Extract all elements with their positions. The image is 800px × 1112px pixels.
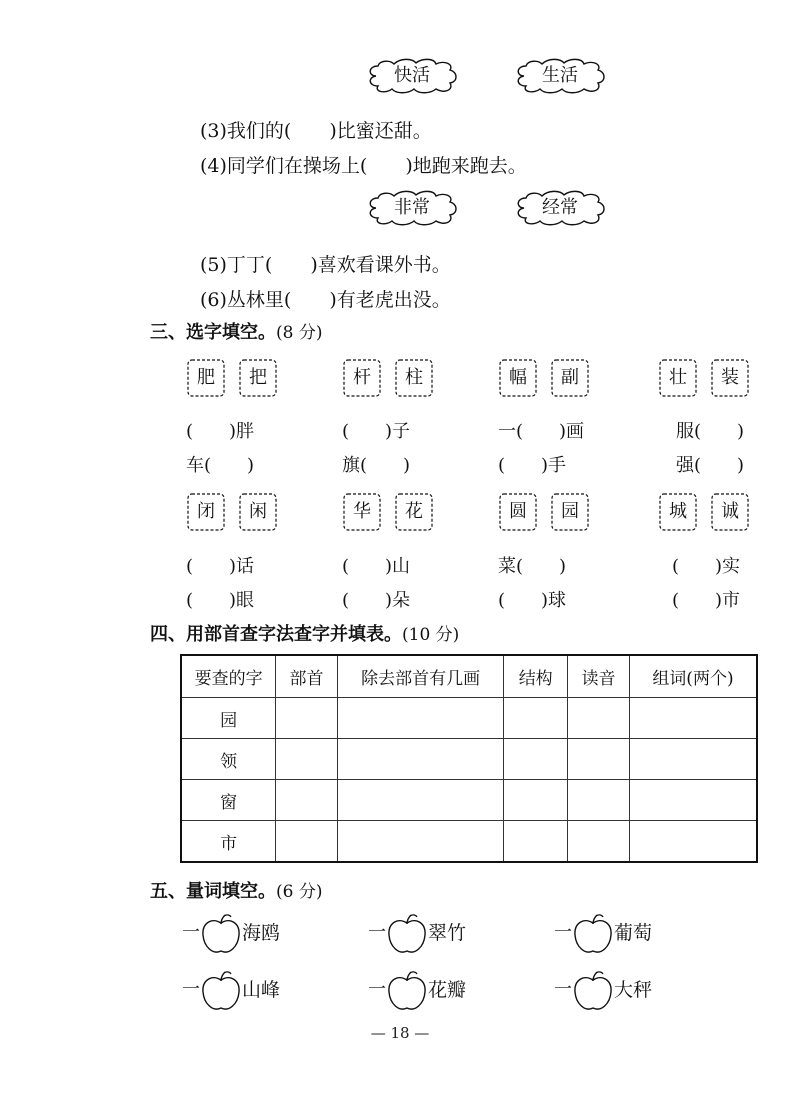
measure-word-noun: 翠竹 — [428, 922, 467, 944]
char-box-label: 城 — [669, 501, 687, 522]
dash-prefix: 一 — [182, 922, 200, 943]
table-row — [181, 698, 757, 739]
table-cell-char: 市 — [181, 821, 276, 863]
section-title-text: 三、选字填空。 — [150, 322, 276, 343]
char-box-label: 闲 — [249, 501, 267, 522]
fill-blank: ( )话 — [186, 556, 255, 577]
measure-word-noun: 大秤 — [614, 979, 653, 1001]
char-box-label: 肥 — [197, 367, 215, 388]
char-box-label: 壮 — [669, 367, 687, 388]
char-box — [186, 492, 226, 532]
fill-blank: ( )实 — [672, 556, 741, 577]
measure-word-noun: 山峰 — [242, 979, 281, 1001]
table-cell-char: 领 — [181, 739, 276, 780]
sentence-5: (5)丁丁( )喜欢看课外书。 — [200, 254, 451, 276]
fill-blank: ( )眼 — [186, 590, 255, 611]
table-cell[interactable] — [337, 698, 503, 739]
char-box-label: 装 — [721, 367, 739, 388]
table-cell[interactable] — [337, 821, 503, 863]
char-box-label: 园 — [561, 501, 579, 522]
table-cell[interactable] — [629, 698, 757, 739]
table-cell[interactable] — [629, 821, 757, 863]
apple-icon — [386, 913, 428, 955]
section-4-title — [150, 620, 459, 646]
sentence-6: (6)丛林里( )有老虎出没。 — [200, 289, 451, 311]
dash-prefix: 一 — [554, 979, 572, 1000]
sentence-3: (3)我们的( )比蜜还甜。 — [200, 120, 432, 142]
char-box — [658, 358, 698, 398]
section-title-text: 五、量词填空。 — [150, 881, 276, 902]
table-cell[interactable] — [276, 739, 338, 780]
char-box-label: 把 — [249, 367, 267, 388]
char-box-label: 副 — [561, 367, 579, 388]
table-cell[interactable] — [504, 821, 568, 863]
char-box — [238, 492, 278, 532]
apple-icon — [572, 913, 614, 955]
table-header: 读音 — [568, 655, 630, 698]
word-cloud-label: 非常 — [394, 197, 430, 218]
table-cell-char: 园 — [181, 698, 276, 739]
section-score: (6 分) — [276, 882, 323, 902]
sentence-4: (4)同学们在操场上( )地跑来跑去。 — [200, 155, 527, 177]
table-cell-char: 窗 — [181, 780, 276, 821]
char-box — [710, 358, 750, 398]
measure-word-noun: 海鸥 — [242, 922, 281, 944]
table-cell[interactable] — [276, 698, 338, 739]
radical-table — [180, 654, 758, 863]
table-cell[interactable] — [276, 821, 338, 863]
table-row — [181, 821, 757, 863]
char-box — [238, 358, 278, 398]
fill-blank: 服( ) — [676, 421, 745, 442]
section-score: (10 分) — [402, 625, 460, 645]
char-box — [394, 492, 434, 532]
char-box-label: 诚 — [721, 501, 739, 522]
char-box — [498, 358, 538, 398]
table-cell[interactable] — [276, 780, 338, 821]
table-header: 结构 — [504, 655, 568, 698]
measure-word-item — [554, 970, 694, 1010]
table-header: 组词(两个) — [629, 655, 757, 698]
table-header: 除去部首有几画 — [337, 655, 503, 698]
fill-blank: 强( ) — [676, 455, 745, 476]
measure-word-item — [182, 913, 322, 953]
measure-word-noun: 花瓣 — [428, 979, 467, 1001]
char-box — [342, 358, 382, 398]
table-cell[interactable] — [504, 739, 568, 780]
char-box-label: 闭 — [197, 501, 215, 522]
section-3-title — [150, 318, 322, 344]
char-box-label: 杆 — [353, 367, 371, 388]
measure-word-item — [182, 970, 322, 1010]
char-box — [394, 358, 434, 398]
fill-blank: ( )手 — [498, 455, 567, 476]
fill-blank: ( )胖 — [186, 421, 255, 442]
table-cell[interactable] — [568, 739, 630, 780]
table-cell[interactable] — [629, 739, 757, 780]
char-box — [658, 492, 698, 532]
table-row — [181, 780, 757, 821]
dash-prefix: 一 — [368, 922, 386, 943]
fill-blank: ( )朵 — [342, 590, 411, 611]
char-box-label: 圆 — [509, 501, 527, 522]
measure-word-item — [368, 913, 508, 953]
word-cloud — [514, 190, 606, 226]
dash-prefix: 一 — [368, 979, 386, 1000]
table-cell[interactable] — [337, 780, 503, 821]
measure-word-noun: 葡萄 — [614, 922, 653, 944]
page-number: — 18 — — [370, 1024, 430, 1042]
char-box — [186, 358, 226, 398]
measure-word-item — [554, 913, 694, 953]
word-cloud — [366, 190, 458, 226]
fill-blank: 车( ) — [186, 455, 255, 476]
fill-blank: ( )球 — [498, 590, 567, 611]
char-box — [498, 492, 538, 532]
char-box-label: 幅 — [509, 367, 527, 388]
word-cloud-label: 快活 — [394, 65, 430, 86]
apple-icon — [200, 970, 242, 1012]
table-header-row — [181, 655, 757, 698]
char-box — [550, 358, 590, 398]
char-box-label: 花 — [405, 501, 423, 522]
table-cell[interactable] — [504, 698, 568, 739]
fill-blank: 一( )画 — [498, 421, 585, 442]
table-row — [181, 739, 757, 780]
dash-prefix: 一 — [182, 979, 200, 1000]
fill-blank: 旗( ) — [342, 455, 411, 476]
fill-blank: ( )市 — [672, 590, 741, 611]
table-cell[interactable] — [337, 739, 503, 780]
word-cloud-label: 生活 — [542, 65, 578, 86]
table-cell[interactable] — [629, 780, 757, 821]
table-header: 要查的字 — [181, 655, 276, 698]
apple-icon — [200, 913, 242, 955]
fill-blank: 菜( ) — [498, 556, 567, 577]
dash-prefix: 一 — [554, 922, 572, 943]
section-score: (8 分) — [276, 323, 323, 343]
char-box-label: 柱 — [405, 367, 423, 388]
section-title-text: 四、用部首查字法查字并填表。 — [150, 624, 402, 645]
fill-blank: ( )子 — [342, 421, 411, 442]
table-cell[interactable] — [568, 780, 630, 821]
word-cloud — [514, 58, 606, 94]
char-box — [342, 492, 382, 532]
fill-blank: ( )山 — [342, 556, 411, 577]
table-cell[interactable] — [504, 780, 568, 821]
section-5-title — [150, 877, 322, 903]
apple-icon — [572, 970, 614, 1012]
table-header: 部首 — [276, 655, 338, 698]
measure-word-item — [368, 970, 508, 1010]
table-cell[interactable] — [568, 821, 630, 863]
char-box — [550, 492, 590, 532]
char-box — [710, 492, 750, 532]
char-box-label: 华 — [353, 501, 371, 522]
word-cloud-label: 经常 — [542, 197, 578, 218]
word-cloud — [366, 58, 458, 94]
table-cell[interactable] — [568, 698, 630, 739]
apple-icon — [386, 970, 428, 1012]
